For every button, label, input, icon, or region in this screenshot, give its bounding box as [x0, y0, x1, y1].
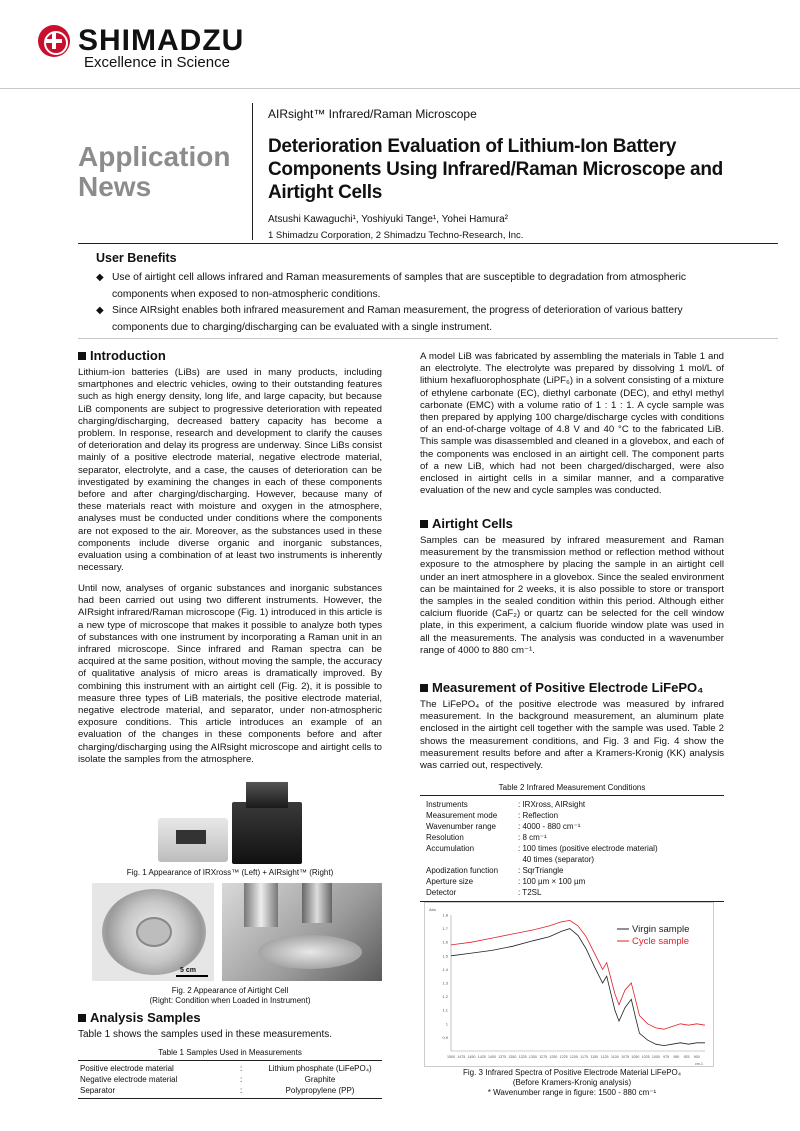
- table-row: Separator : Polypropylene (PP): [80, 1086, 355, 1095]
- page-title: Deterioration Evaluation of Lithium-Ion Battery Components Using Infrared/Raman Microscope and Airtight Cells: [268, 136, 723, 203]
- x-tick-label: 1250: [549, 1055, 558, 1059]
- header-divider: [0, 88, 800, 89]
- x-tick-label: 1300: [528, 1055, 537, 1059]
- table2: [420, 795, 724, 902]
- table-cell-label: Accumulation: [426, 844, 475, 853]
- x-tick-label: 1225: [559, 1055, 568, 1059]
- x-tick-label: 1050: [631, 1055, 640, 1059]
- measurement-paragraph: The LiFePO₄ of the positive electrode was measured by infrared measurement. In the background measurement, an aluminum plate enclosed in the airtight cell together with the sample was used. Table 2 shows the measurement conditions, and Fig. 3 and Fig. 4 show the measurement results before and after a Kramers-Kronig (KK) analysis was carried out, respectively.: [420, 699, 724, 772]
- table-row: [424, 865, 660, 876]
- airtight-cell-photo: [92, 883, 214, 981]
- model-lib-paragraph: A model LiB was fabricated by assembling the materials in Table 1 and an electrolyte. The electrolyte was prepared by dissolving 1 mol/L of lithium hexafluorophosphate (LiPF₆) in a solvent consisting of a mixture of ethylene carbonate (EC), diethyl carbonate (DEC), and ethyl methyl carbonate (EMC) with a volume ratio of 1 : 1 : 1. A cycle sample was then prepared by applying 100 charge/discharge cycles with conditions of an end-of-charge voltage of 4.8 V and 40 °C to the fabricated LiB. This sample was disassembled and cleaned in a glovebox, and each of the components was enclosed in an airtight cell. The component parts of a new LiB, which had not been charged/discharged, were also enclosed in airtight cells in a similar manner, and a comparative evaluation of the new and cycle samples was conducted.: [420, 351, 724, 497]
- x-tick-label: 1475: [457, 1055, 466, 1059]
- benefit-item: ◆ Since AIRsight enables both infrared measurement and Raman measurement, the progress of deterioration of various battery components due to charging/discharging can be evaluated with a single instrument.: [96, 305, 683, 333]
- fig1-caption: Fig. 1 Appearance of IRXross™ (Left) + AIRsight™ (Right): [126, 868, 334, 877]
- x-tick-label: 950: [673, 1055, 680, 1059]
- series-label: AIRsight™ Infrared/Raman Microscope: [268, 107, 477, 121]
- legend-entry: Virgin sample: [632, 924, 690, 935]
- table-cell-label: Aperture size: [426, 877, 474, 886]
- loaded-cell-photo: [222, 883, 382, 981]
- x-tick-label: 925: [683, 1055, 690, 1059]
- y-tick-label: 1.1: [442, 1007, 448, 1013]
- introduction-paragraph-1: Lithium-ion batteries (LiBs) are used in many products, including smartphones and electric vehicles, owing to their outstanding features such as high energy density, long life, and large capacity, but because LiB components are subject to progressive deterioration with repeated charging/discharging, decreased battery capacity has become a problem. In response, research and development to clarify the causes of deterioration and delay its progress are underway. Since LiBs consist mainly of a positive electrode material, negative electrode material, separator, electrolyte, and a case, the causes of deterioration can be investigated by examining the changes in each of these components before and after charging/discharging. However, because many of these materials react with moisture and oxygen in the atmosphere, analyses must be conducted under conditions where the components are not exposed to the air. Moreover, as the substances used in these components include diverse organic and inorganic substances, evaluation using a combination of at least two instruments is inherently necessary.: [78, 367, 382, 574]
- table-cell-label: Wavenumber range: [426, 822, 496, 831]
- table-row: [424, 821, 660, 832]
- x-tick-label: 975: [663, 1055, 670, 1059]
- x-tick-label: 1375: [498, 1055, 507, 1059]
- y-tick-label: 1: [445, 1021, 448, 1027]
- diamond-bullet-icon: ◆: [96, 272, 104, 283]
- y-tick-label: 1.7: [442, 926, 448, 932]
- y-axis-label: Abs: [429, 907, 436, 912]
- instrument-photo: [158, 782, 308, 868]
- analysis-samples-heading: Analysis Samples: [78, 1010, 201, 1025]
- app-news-line-1: Application: [78, 141, 231, 172]
- y-tick-label: 1.3: [442, 980, 448, 986]
- x-tick-label: 1425: [477, 1055, 486, 1059]
- x-tick-label: 1200: [569, 1055, 578, 1059]
- scale-bar: [176, 975, 208, 977]
- x-tick-label: 1275: [539, 1055, 548, 1059]
- table-cell-value: : Reflection: [518, 811, 559, 820]
- airtight-cells-paragraph: Samples can be measured by infrared measurement and Raman measurement by the transmission method or reflection method without exposure to the atmosphere by placing the sample in an airtight cell under an inert atmosphere in a glovebox. Since the sealed environment can be maintained for 2 weeks, it is also possible to store or transport the samples in the sealed condition within this period. Although either calcium fluoride (CaF₂) or quartz can be selected for the cell window plate, in this experiment, a calcium fluoride window plate was used in all the measurements. The analysis was conducted in a wavenumber range of 4000 to 880 cm⁻¹.: [420, 535, 724, 656]
- table-row: [424, 887, 660, 898]
- square-bullet-icon: [420, 684, 428, 692]
- fig2-caption-2: (Right: Condition when Loaded in Instrument): [149, 996, 311, 1005]
- x-tick-label: 1075: [621, 1055, 630, 1059]
- y-tick-label: 1.4: [442, 966, 448, 972]
- table-cell-value: : 8 cm⁻¹: [518, 833, 547, 842]
- legend-entry: Cycle sample: [632, 936, 690, 947]
- x-tick-label: 1450: [467, 1055, 476, 1059]
- x-tick-label: 1125: [600, 1055, 609, 1059]
- brand-name: SHIMADZU: [78, 24, 245, 57]
- y-tick-label: 1.6: [442, 939, 448, 945]
- app-news-line-2: News: [78, 171, 152, 202]
- fig3-caption-2: (Before Kramers-Kronig analysis): [512, 1078, 632, 1087]
- square-bullet-icon: [78, 352, 86, 360]
- shimadzu-logo: [38, 24, 244, 58]
- x-tick-label: 1100: [611, 1055, 619, 1059]
- table-cell-label: Detector: [426, 888, 457, 897]
- benefits-divider: [78, 338, 778, 339]
- x-tick-label: 900: [693, 1055, 700, 1059]
- x-axis-label: cm-1: [695, 1062, 703, 1066]
- vertical-divider: [252, 103, 253, 240]
- table-cell-value: : 4000 - 880 cm⁻¹: [518, 822, 581, 831]
- scale-bar-label: 5 cm: [180, 967, 196, 974]
- x-tick-label: 1175: [580, 1055, 589, 1059]
- table2-title: Table 2 Infrared Measurement Conditions: [498, 783, 646, 792]
- table1: [78, 1060, 382, 1099]
- table-cell-value: : SqrTriangle: [518, 866, 564, 875]
- y-tick-label: 1.5: [442, 953, 448, 959]
- measurement-heading: Measurement of Positive Electrode LiFePO₄: [420, 680, 703, 695]
- y-tick-label: 1.2: [442, 994, 448, 1000]
- table-cell-value: : 100 times (positive electrode material): [518, 844, 658, 853]
- spectrum-chart-svg: [425, 903, 715, 1068]
- table-cell-label: [424, 854, 516, 865]
- x-tick-label: 1400: [487, 1055, 496, 1059]
- analysis-samples-text: Table 1 shows the samples used in these measurements.: [78, 1029, 333, 1040]
- tagline: Excellence in Science: [84, 54, 230, 71]
- shimadzu-emblem-icon: [38, 25, 70, 57]
- table-cell-label: Measurement mode: [426, 811, 498, 820]
- table-row: [424, 876, 660, 887]
- table-cell-value: : IRXross, AIRsight: [518, 800, 586, 809]
- application-news-label: [78, 142, 230, 202]
- table-cell-value: : T2SL: [518, 888, 542, 897]
- square-bullet-icon: [420, 520, 428, 528]
- table-cell-label: Resolution: [426, 833, 464, 842]
- x-tick-label: 1025: [641, 1055, 650, 1059]
- y-tick-label: 0.9: [442, 1034, 448, 1040]
- table-cell-value: : 100 µm × 100 µm: [518, 877, 586, 886]
- table-row: [424, 843, 660, 854]
- authors: Atsushi Kawaguchi¹, Yoshiyuki Tange¹, Yohei Hamura²: [268, 214, 508, 225]
- fig3-caption-1: Fig. 3 Infrared Spectra of Positive Electrode Material LiFePO₄: [462, 1068, 682, 1077]
- table-row: Positive electrode material : Lithium phosphate (LiFePO₄): [80, 1064, 372, 1073]
- fig3-chart: [424, 902, 714, 1067]
- x-tick-label: 1325: [518, 1055, 527, 1059]
- fig3-caption-3: * Wavenumber range in figure: 1500 - 880 cm⁻¹: [487, 1088, 657, 1097]
- benefit-item: ◆ Use of airtight cell allows infrared and Raman measurements of samples that are susceptible to degradation from atmospheric components when exposed to non-atmospheric conditions.: [96, 272, 687, 300]
- airtight-cells-heading: Airtight Cells: [420, 516, 513, 531]
- table-row: [424, 810, 660, 821]
- table-cell-label: Instruments: [426, 800, 468, 809]
- diamond-bullet-icon: ◆: [96, 305, 104, 316]
- y-tick-label: 1.8: [442, 912, 448, 918]
- x-tick-label: 1150: [590, 1055, 599, 1059]
- table1-title: Table 1 Samples Used in Measurements: [158, 1048, 302, 1057]
- introduction-paragraph-2: Until now, analyses of organic substances and inorganic substances had been carried out using two different instruments. However, the AIRsight infrared/Raman microscope (Fig. 1) introduced in this article is a new type of microscope that makes it possible to analyze both types of substances with one instrument by incorporating a Raman unit in an infrared microscope. Since infrared and Raman spectra can be acquired at the same position, without moving the sample, the accuracy of qualitative analysis of micro areas is dramatically improved. By combining this instrument with an airtight cell (Fig. 2), it is possible to measure three types of LiB materials, the positive electrode material, negative electrode material, and separator, under non-atmospheric exposure conditions. This article introduces an example of an evaluation of the changes in these components before and after charging/discharging using the AIRsight microscope and airtight cells to isolate the samples from the atmosphere.: [78, 583, 382, 765]
- table-row: [424, 799, 660, 810]
- introduction-heading: Introduction: [78, 348, 166, 363]
- title-divider: [78, 243, 778, 244]
- table-cell-value: 40 times (separator): [518, 855, 595, 864]
- table-row: [424, 832, 660, 843]
- table-row: [424, 854, 660, 865]
- user-benefits-title: User Benefits: [96, 251, 177, 265]
- fig2-caption-1: Fig. 2 Appearance of Airtight Cell: [171, 986, 289, 995]
- table-cell-label: Apodization function: [426, 866, 499, 875]
- table-row: Negative electrode material : Graphite: [80, 1075, 336, 1084]
- x-tick-label: 1500: [447, 1055, 455, 1059]
- affiliation: 1 Shimadzu Corporation, 2 Shimadzu Techno-Research, Inc.: [268, 230, 524, 241]
- square-bullet-icon: [78, 1014, 86, 1022]
- x-tick-label: 1000: [651, 1055, 660, 1059]
- x-tick-label: 1350: [508, 1055, 517, 1059]
